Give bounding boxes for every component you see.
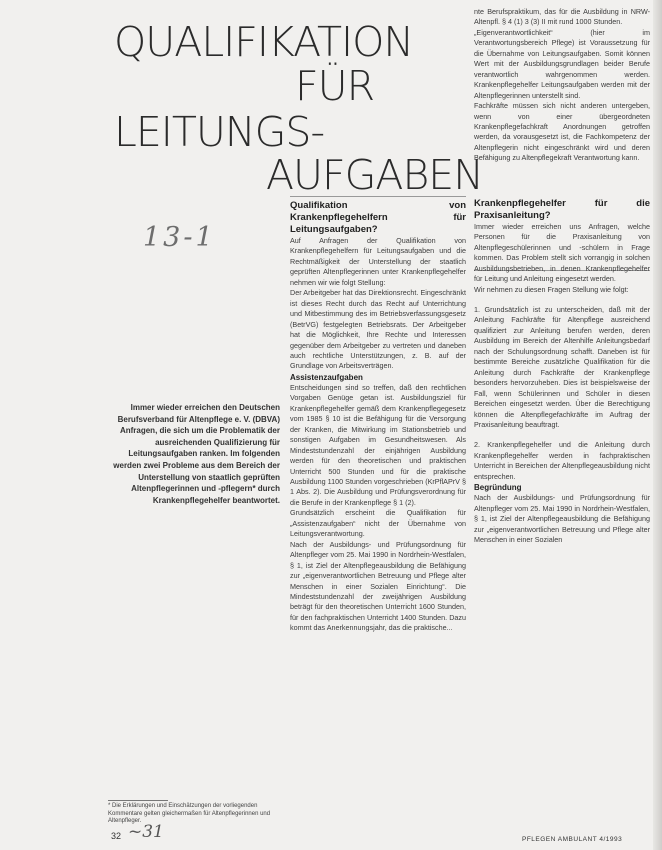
body-paragraph: Immer wieder erreichen uns Anfragen, welche Personen für die Praxisanleitung von Altenpflegeschülerinnen und -schülern in Frage kommen. Das Problem stellt sich vorrangig in solchen Ausbildungsbetrieben, in denen Krankenpflegehelfer für Leitung und Anleitung eingesetzt werden. bbox=[474, 221, 650, 284]
title-line-1: QUALIFIKATION bbox=[114, 18, 414, 66]
footnote-rule bbox=[108, 800, 168, 801]
body-paragraph: 2. Krankenpflegehelfer und die Anleitung durch Krankenpflegehelfer werden in fachpraktischen Unterricht in Bereichen der Altenpflegeausbildung nicht entsprechen. bbox=[474, 440, 650, 481]
body-paragraph: Der Arbeitgeber hat das Direktionsrecht. Eingeschränkt ist dieses Recht durch das Recht auf Unterrichtung und Mitbestimmung des im Betriebsverfassungsgesetz (BetrVG) festgelegten Betriebsrats. Der Arbeitgeber hat die Möglichkeit, Ihre Rechte und Interessen gegenüber dem Arbeitgeber zu vertreten und daneben auch rechtliche Unterstützungen, z. B. auf der Grundlage von Arbeitsverträgen. bbox=[290, 288, 466, 371]
column-rule bbox=[290, 196, 466, 197]
body-paragraph: Grundsätzlich erscheint die Qualifikation für „Assistenzaufgaben“ nicht der Übernahme von Leitungsverantwortung. bbox=[290, 508, 466, 539]
subheading-assistenz: Assistenzaufgaben bbox=[290, 372, 363, 382]
title-line-2: FÜR bbox=[295, 62, 375, 110]
section-heading-praxisanleitung: Krankenpflegehelfer für die Praxisanleitung? bbox=[474, 197, 650, 221]
section-heading-qualifikation: Qualifikation von Krankenpflegehelfern für Leitungsaufgaben? bbox=[290, 200, 466, 235]
body-paragraph: 1. Grundsätzlich ist zu unterscheiden, daß mit der Anleitung Fachkräfte für Altenpflege ausreichend qualifiziert zur Anleitung berufen werden, deren Ausbildung im Bereich der Altenhilfe Anleitungsbedarf nach der Schulungsordnung schafft. Daneben ist für bestimmte Bereiche zusätzliche Qualifikation für die Anleitung durch Fachkräfte der Krankenpflege besonders hervorzuheben. Dies ist beispielsweise der Fall, wenn Schülerinnen und Schüler in diesen Bereichen eingesetzt werden. Über die Berechtigung können die Altenpflegefachkräfte im Auftrag der Praxisanleitung beauftragt. bbox=[474, 304, 650, 429]
column-right bbox=[474, 7, 650, 845]
title-line-3: LEITUNGS- bbox=[114, 108, 325, 156]
body-paragraph: „Eigenverantwortlichkeit“ (hier im Verantwortungsbereich Pflege) ist Voraussetzung für die Übernahme von Leitungsaufgaben. Somit können Wert mit der Ausbildungsgrundlagen beider Berufe verantwortlich wahrgenommen werden. Krankenpflegehelfer Leitungsaufgaben werden mit der Altenpflegerinnen unterstellt sind. bbox=[474, 27, 650, 100]
handwritten-page-number: ~31 bbox=[128, 822, 164, 842]
body-paragraph: nte Berufspraktikum, das für die Ausbildung in NRW-Altenpfl. § 4 (1) 3 (3) II mit rund 1000 Stunden. bbox=[474, 7, 650, 27]
body-paragraph: Fachkräfte müssen sich nicht anderen untergeben, wenn von einer übergeordneten Krankenpflegefachkraft Anordnungen getroffen werden, da vorausgesetzt ist, die Fachkompetenz der Altenpflegerin nicht eingeschränkt wird und deren Befähigung zu Altenpflegekraft Verantwortung kann. bbox=[474, 101, 650, 163]
footnote: * Die Erklärungen und Einschätzungen der vorliegenden Kommentare gelten gleichermaßen für Altenpflegerinnen und Altenpfleger. bbox=[108, 803, 271, 824]
intro-paragraph: Immer wieder erreichen den Deutschen Berufsverband für Altenpflege e. V. (DBVA) Anfragen, die sich um die Problematik der ausreichenden Qualifizierung für Leitungsaufgaben ranken. Im folgenden werden zwei Probleme aus dem Bereich der Unterstellung von staatlich geprüften Altenpflegerinnen und -pflegern* durch Krankenpflegehelfer beantwortet. bbox=[113, 403, 280, 505]
journal-footer: PFLEGEN AMBULANT 4/1993 bbox=[522, 836, 623, 843]
body-paragraph: Nach der Ausbildungs- und Prüfungsordnung für Altenpfleger vom 25. Mai 1990 in Nordrhein-Westfalen, § 1, ist Ziel der Altenpflegeausbildung die Befähigung zur „eigenverantwortlichen Betreuung und Pflege alter Menschen in einer Sozialen bbox=[474, 493, 650, 545]
page-number: 32 bbox=[111, 831, 122, 841]
title-line-4: AUFGABEN bbox=[266, 151, 483, 199]
body-paragraph: Auf Anfragen der Qualifikation von Krankenpflegehelfern für Leitungsaufgaben und die Rechtmäßigkeit der Unterstellung der staatlich geprüften Altenpflegerinnen unter Krankenpflegehelfer nehmen wir wie folgt Stellung: bbox=[290, 236, 466, 287]
subheading-begruendung: Begründung bbox=[474, 483, 522, 493]
body-paragraph: Entscheidungen sind so treffen, daß den rechtlichen Vorgaben Genüge getan ist. Ausbildungsziel für Krankenpflegehelfer gemäß dem Krankenpflegegesetz vom 1985 § 10 ist die Befähigung für die Versorgung der Kranken, die Mitwirkung im Stationsbetrieb und sonstigen Aufgaben im Gesundheitswesen. Als Mindeststundenzahl der einjährigen Ausbildung werden für den theoretischen und praktischen Unterricht 500 Stunden und für die praktische Ausbildung 1100 Stunden vorgeschrieben (KrPflAPrV § 1 Abs. 2). Die Ausbildung und Prüfungsverordnung für die Berufe in der Krankenpflege § 1 (2). bbox=[290, 382, 466, 507]
body-paragraph: Nach der Ausbildungs- und Prüfungsordnung für Altenpfleger vom 25. Mai 1990 in Nordrhein-Westfalen, § 1, ist Ziel der Altenpflegeausbildung die Befähigung zur „eigenverantwortlichen Betreuung und Pflege alter Menschen in einer Sozialen Einrichtung“. Die Mindeststundenzahl der zweijährigen Ausbildung beträgt für den theoretischen Unterricht 1600 Stunden, für den fachpraktischen Unterricht 1400 Stunden. Dazu kommt das Anerkennungsjahr, das die praktische... bbox=[290, 539, 466, 633]
column-middle bbox=[290, 200, 466, 790]
handwritten-note: 13-1 bbox=[143, 222, 216, 253]
body-paragraph: Wir nehmen zu diesen Fragen Stellung wie folgt: bbox=[474, 284, 629, 294]
page-edge-shadow bbox=[653, 0, 662, 850]
